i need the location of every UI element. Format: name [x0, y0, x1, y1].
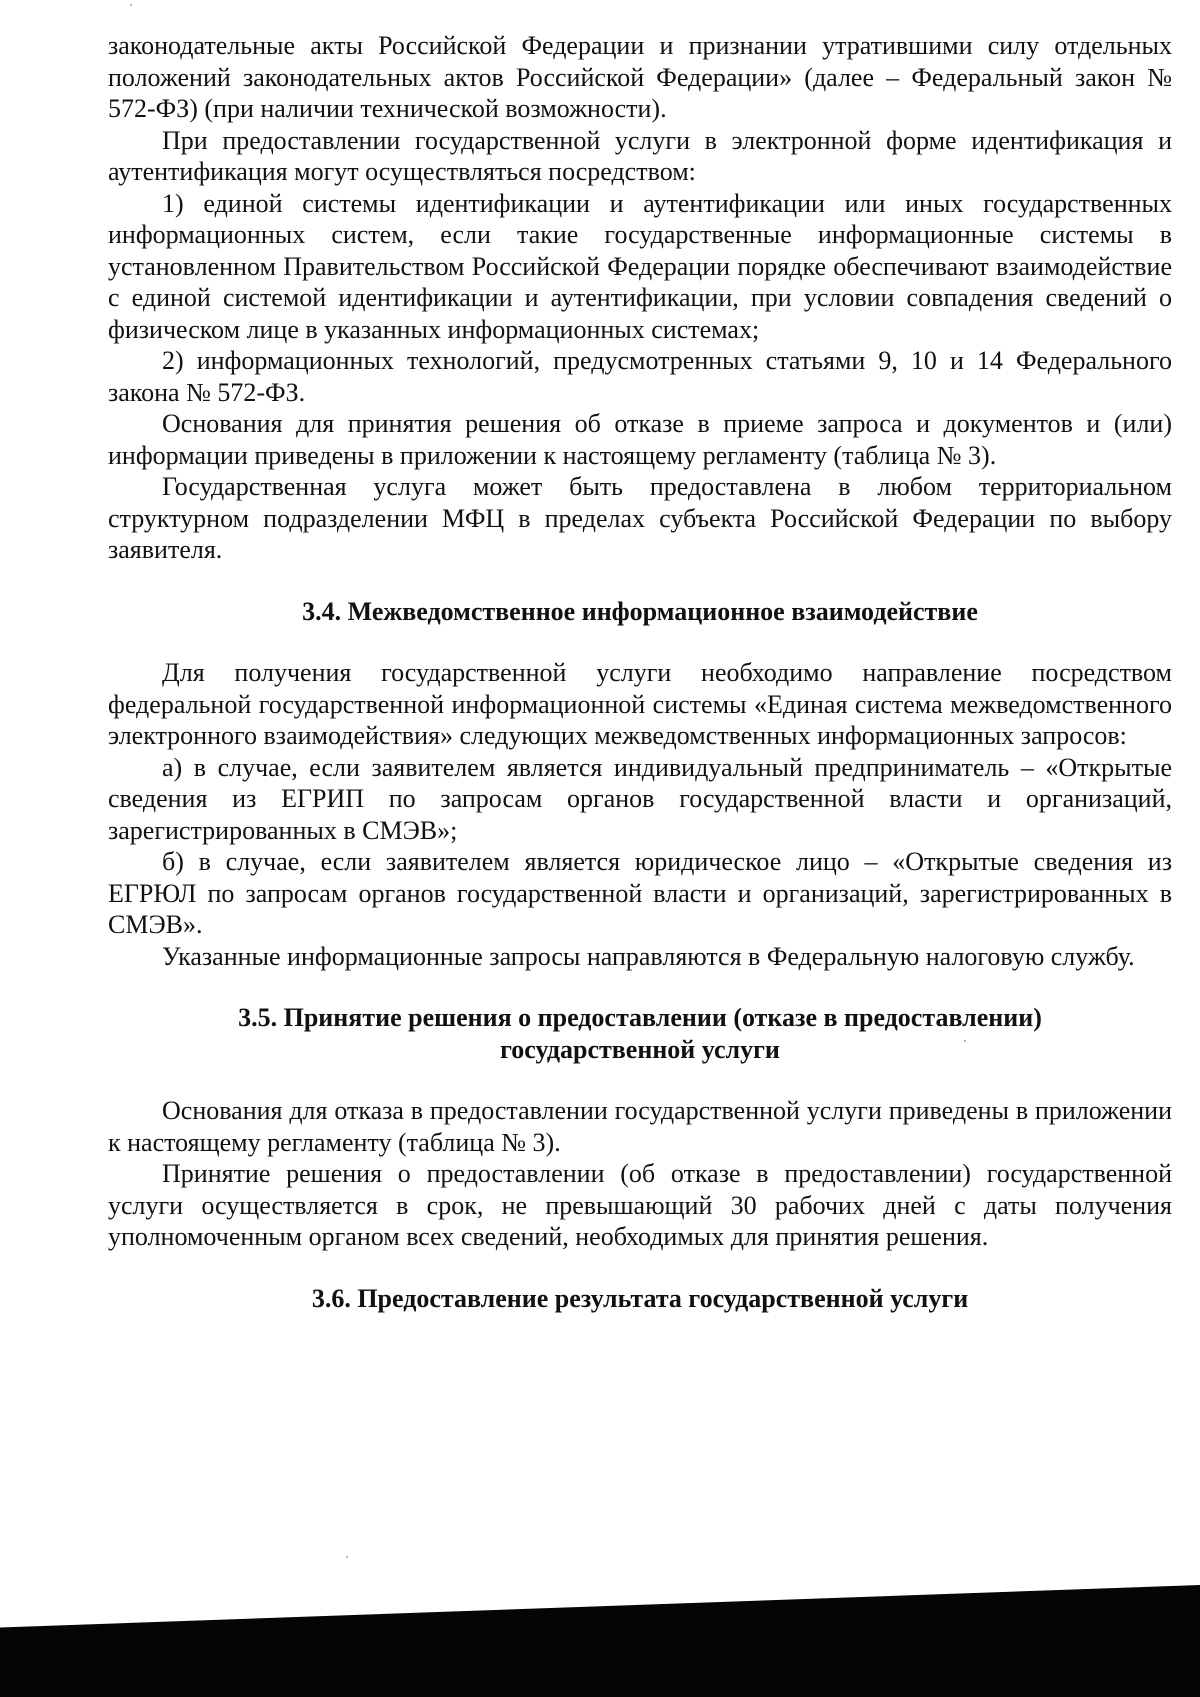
- paragraph-law-reference: законодательные акты Российской Федерации и признании утратившими силу отдельных положений законодательных актов Российской Федерации» (далее – Федеральный закон № 572-ФЗ) (при наличии технической возможности).: [108, 31, 1172, 123]
- scan-speck: [964, 1040, 966, 1042]
- list-item-esia: 1) единой системы идентификации и аутентификации или иных государственных информационных систем, если такие государственные информационные системы в установленном Правительством Российской Федерации порядке обеспечивают взаимодействие с единой системой идентификации и аутентификации, при условии совпадения сведений о физическом лице в указанных информационных системах;: [108, 188, 1172, 344]
- list-item-info-technologies: 2) информационных технологий, предусмотренных статьями 9, 10 и 14 Федерального закона № 572-ФЗ.: [108, 346, 1172, 407]
- section-heading-3-4: 3.4. Межведомственное информационное взаимодействие: [302, 596, 978, 626]
- scan-speck: [130, 4, 132, 6]
- paragraph-mfc-availability: Государственная услуга может быть предоставлена в любом территориальном структурном подразделении МФЦ в пределах субъекта Российской Федерации по выбору заявителя.: [108, 472, 1172, 564]
- paragraph-interagency-requests: Для получения государственной услуги необходимо направление посредством федеральной государственной информационной системы «Единая система межведомственного электронного взаимодействия» следующих межведомственных информационных запросов:: [108, 658, 1172, 750]
- paragraph-refusal-grounds: Основания для принятия решения об отказе в приеме запроса и документов и (или) информации приведены в приложении к настоящему регламенту (таблица № 3).: [108, 409, 1172, 470]
- section-heading-3-6: 3.6. Предоставление результата государственной услуги: [311, 1283, 969, 1313]
- paragraph-decision-term: Принятие решения о предоставлении (об отказе в предоставлении) государственной услуги осуществляется в срок, не превышающий 30 рабочих дней с даты получения уполномоченным органом всех сведений, необходимых для принятия решения.: [108, 1159, 1172, 1251]
- paragraph-refusal-basis: Основания для отказа в предоставлении государственной услуги приведены в приложении к настоящему регламенту (таблица № 3).: [108, 1096, 1172, 1157]
- list-item-egrip: а) в случае, если заявителем является индивидуальный предприниматель – «Открытые сведения из ЕГРИП по запросам органов государственной власти и организаций, зарегистрированных в СМЭВ»;: [108, 752, 1172, 845]
- section-heading-3-5-line2: государственной услуги: [500, 1034, 780, 1064]
- scan-speck: [346, 1556, 348, 1558]
- paragraph-identification-intro: При предоставлении государственной услуги в электронной форме идентификация и аутентификация могут осуществляться посредством:: [108, 125, 1172, 186]
- list-item-egrul: б) в случае, если заявителем является юридическое лицо – «Открытые сведения из ЕГРЮЛ по запросам органов государственной власти и организаций, зарегистрированных в СМЭВ».: [108, 847, 1172, 939]
- paragraph-tax-service: Указанные информационные запросы направляются в Федеральную налоговую службу.: [162, 941, 1135, 971]
- scan-bottom-border: [0, 1628, 1200, 1697]
- document-body: [108, 30, 1172, 1314]
- section-heading-3-5-line1: 3.5. Принятие решения о предоставлении (отказе в предоставлении): [238, 1003, 1042, 1032]
